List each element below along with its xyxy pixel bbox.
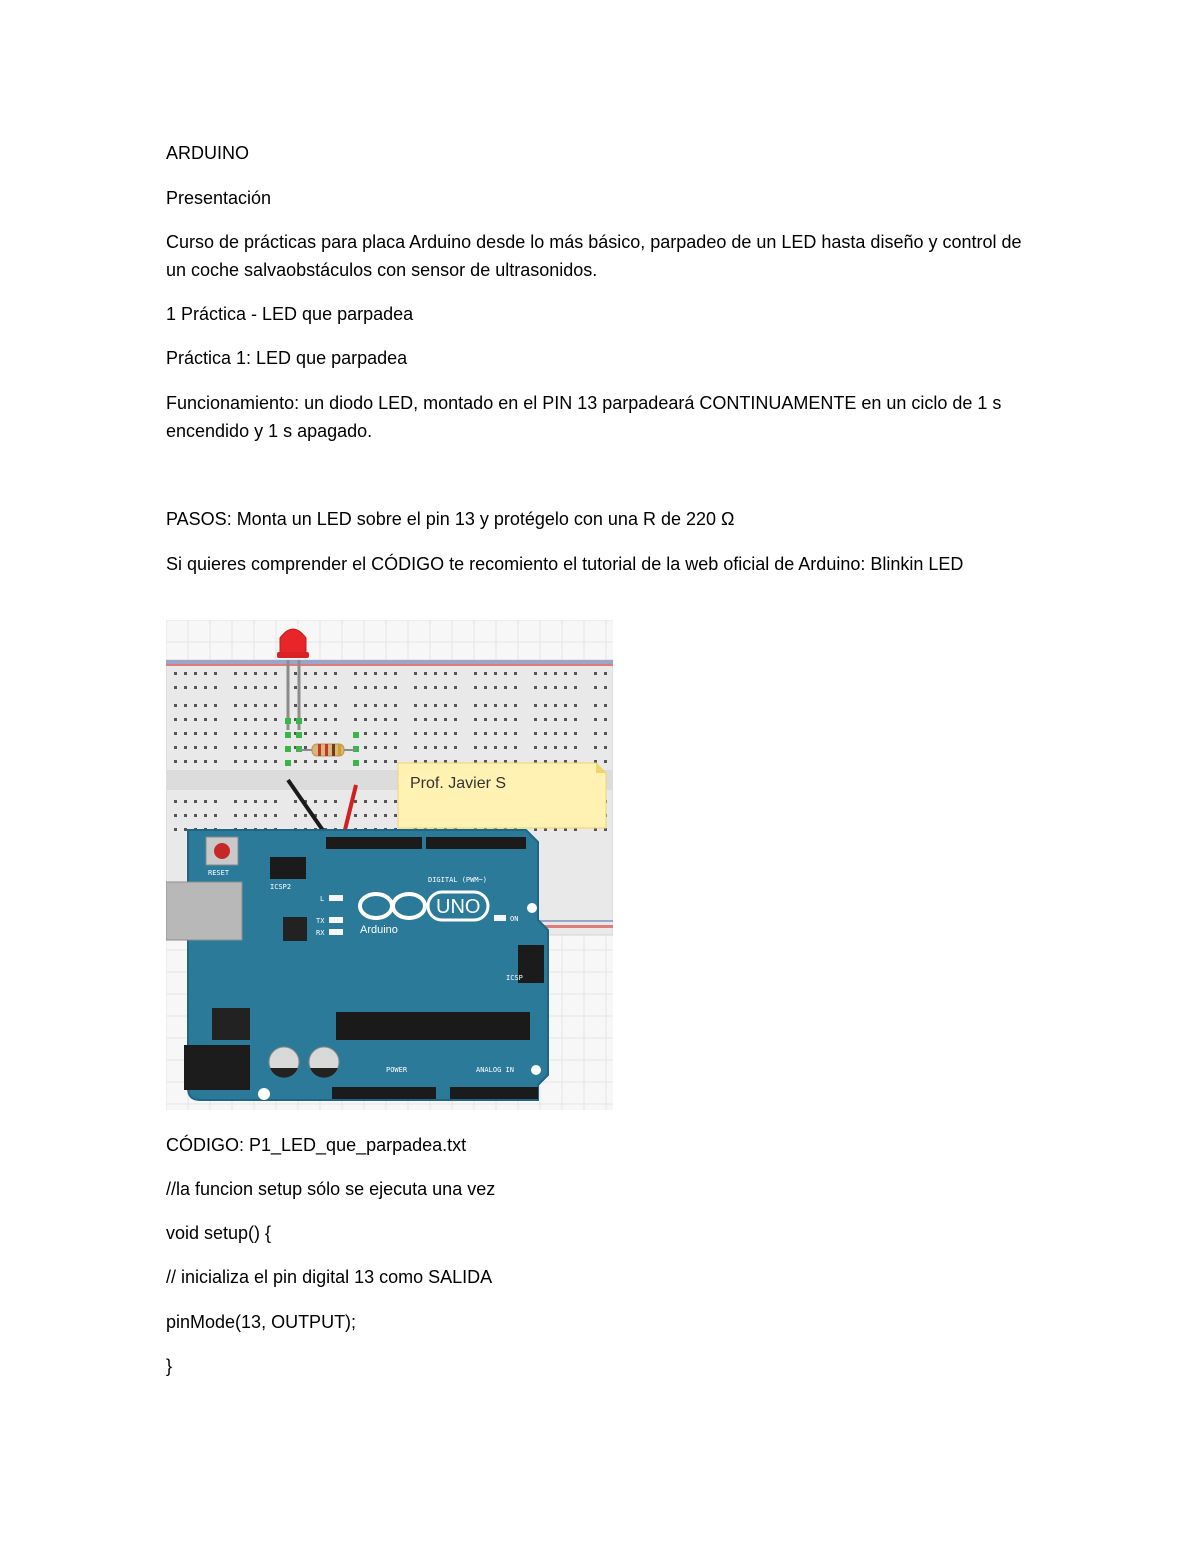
circuit-figure [166, 620, 613, 1110]
svg-text:Arduino: Arduino [360, 924, 398, 936]
section-heading: Presentación [166, 188, 272, 208]
tutorial-paragraph: Si quieres comprender el CÓDIGO te recomiento el tutorial de la web oficial de Arduino: Blinkin LED [166, 554, 964, 574]
mount-hole [258, 1088, 270, 1100]
small-chip [283, 917, 307, 941]
svg-text:ICSP2: ICSP2 [270, 883, 292, 891]
code-line-1: //la funcion setup sólo se ejecuta una vez [166, 1179, 496, 1199]
digital-header-2 [426, 837, 526, 849]
function-paragraph: Funcionamiento: un diodo LED, montado en el PIN 13 parpadeará CONTINUAMENTE en un ciclo de 1 s encendido y 1 s apagado. [166, 393, 1002, 441]
practice-title: Práctica 1: LED que parpadea [166, 348, 408, 368]
voltage-regulator [212, 1008, 250, 1040]
analog-header [450, 1087, 538, 1099]
arduino-board [166, 830, 548, 1100]
code-file-label: CÓDIGO: P1_LED_que_parpadea.txt [166, 1135, 467, 1155]
code-line-3: // inicializa el pin digital 13 como SALIDA [166, 1267, 493, 1287]
atmega-chip [336, 1012, 530, 1040]
digital-header-1 [326, 837, 422, 849]
svg-text:TX: TX [316, 917, 325, 925]
svg-text:RESET: RESET [208, 869, 230, 877]
svg-text:UNO: UNO [436, 896, 481, 918]
icsp2-header [270, 857, 306, 879]
svg-text:L: L [320, 895, 325, 903]
svg-text:ANALOG IN: ANALOG IN [476, 1066, 514, 1074]
usb-connector [166, 882, 242, 940]
svg-text:RX: RX [316, 929, 325, 937]
power-header [332, 1087, 436, 1099]
code-line-5: } [166, 1356, 173, 1376]
svg-text:POWER: POWER [386, 1066, 408, 1074]
document-title: ARDUINO [166, 143, 250, 163]
code-line-4: pinMode(13, OUTPUT); [166, 1312, 357, 1332]
svg-text:DIGITAL (PWM~): DIGITAL (PWM~) [428, 876, 488, 884]
code-line-2: void setup() { [166, 1223, 272, 1243]
note-text: Prof. Javier S [410, 775, 507, 792]
intro-paragraph: Curso de prácticas para placa Arduino desde lo más básico, parpadeo de un LED hasta diseño y control de un coche salvaobstáculos con sensor de ultrasonidos. [166, 232, 1022, 280]
steps-paragraph: PASOS: Monta un LED sobre el pin 13 y protégelo con una R de 220 Ω [166, 509, 735, 529]
sticky-note [398, 763, 606, 828]
practice-heading: 1 Práctica - LED que parpadea [166, 304, 414, 324]
circuit-diagram [166, 620, 613, 1110]
svg-text:ICSP: ICSP [506, 974, 523, 982]
svg-text:ON: ON [510, 915, 519, 923]
power-jack [184, 1045, 250, 1090]
